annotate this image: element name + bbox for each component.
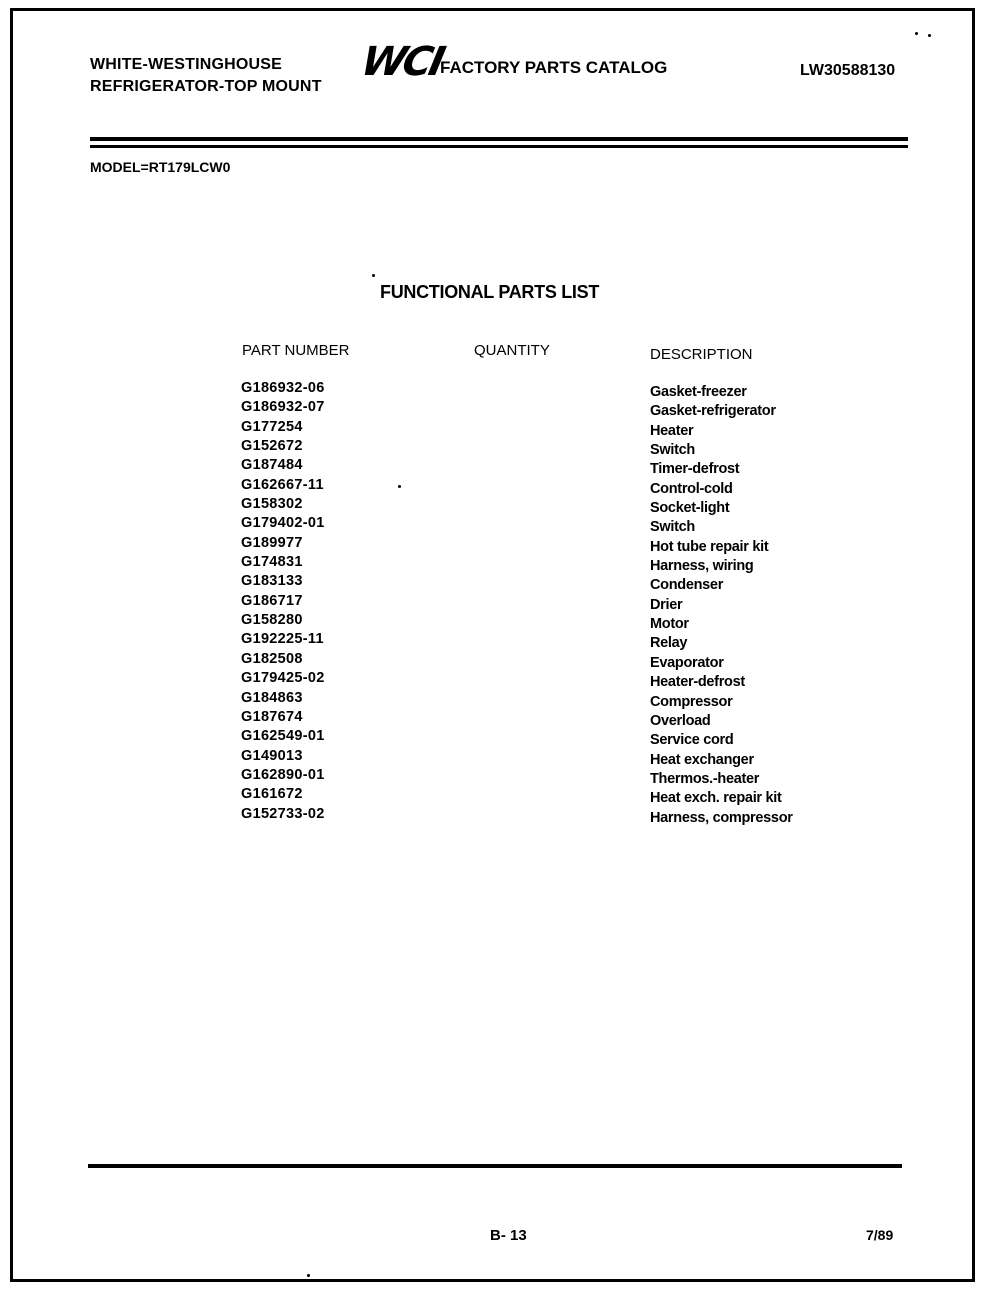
table-row [0,728,1000,747]
description-cell: Drier [650,596,683,613]
description-cell: Socket-light [650,500,730,517]
part-number-cell: G179402-01 [241,515,325,532]
table-row [0,399,1000,418]
table-row [0,496,1000,515]
list-title: FUNCTIONAL PARTS LIST [380,282,600,302]
table-row [0,573,1000,592]
part-number-cell: G182508 [241,650,303,667]
column-header-quantity: QUANTITY [474,342,550,359]
part-number-cell: G174831 [241,554,303,571]
catalog-title: FACTORY PARTS CATALOG [440,58,668,77]
table-row [0,786,1000,805]
header-rule-thick [90,137,908,141]
scan-speck [307,1274,310,1277]
part-number-cell: G177254 [241,418,303,435]
table-row [0,670,1000,689]
table-row [0,515,1000,534]
part-number-cell: G158302 [241,496,303,513]
page-number: B- 13 [490,1227,527,1244]
column-header-part-number: PART NUMBER [242,342,350,359]
parts-list [0,380,1000,825]
description-cell: Overload [650,712,711,729]
column-header-description: DESCRIPTION [650,346,753,363]
description-cell: Switch [650,442,695,459]
description-cell: Heater [650,422,694,439]
table-row [0,535,1000,554]
table-row [0,690,1000,709]
part-number-cell: G152733-02 [241,805,325,822]
description-cell: Heat exch. repair kit [650,790,782,807]
scan-speck [372,274,375,277]
description-cell: Control-cold [650,480,733,497]
scan-speck [398,485,401,488]
part-number-cell: G161672 [241,786,303,803]
part-number-cell: G179425-02 [241,670,325,687]
description-cell: Relay [650,635,688,652]
table-row [0,806,1000,825]
header-rule-thin [90,145,908,148]
model-label: MODEL=RT179LCW0 [90,159,231,175]
brand-line-2: REFRIGERATOR-TOP MOUNT [90,78,322,95]
part-number-cell: G183133 [241,573,303,590]
description-cell: Gasket-refrigerator [650,403,776,420]
description-cell: Switch [650,519,695,536]
table-row [0,593,1000,612]
part-number-cell: G192225-11 [241,631,324,648]
part-number-cell: G152672 [241,438,303,455]
description-cell: Thermos.-heater [650,770,760,787]
footer-rule [88,1164,902,1168]
part-number-cell: G186932-06 [241,380,325,396]
scan-speck [928,34,931,37]
table-row [0,438,1000,457]
description-cell: Gasket-freezer [650,384,747,400]
part-number-cell: G187674 [241,708,303,725]
part-number-cell: G189977 [241,534,303,551]
table-row [0,477,1000,496]
table-row [0,748,1000,767]
brand-line-1: WHITE-WESTINGHOUSE [90,56,283,73]
part-number-cell: G158280 [241,612,303,629]
part-number-cell: G162890-01 [241,766,325,783]
part-number-cell: G186932-07 [241,399,325,416]
table-row [0,380,1000,399]
catalog-number: LW30588130 [800,62,896,79]
table-row [0,767,1000,786]
table-row [0,457,1000,476]
description-cell: Condenser [650,577,724,594]
part-number-cell: G162549-01 [241,728,325,745]
part-number-cell: G186717 [241,592,303,609]
table-row [0,709,1000,728]
description-cell: Heat exchanger [650,751,754,768]
table-row [0,554,1000,573]
scan-speck [915,32,918,35]
part-number-cell: G149013 [241,747,303,764]
description-cell: Compressor [650,693,733,710]
table-row [0,612,1000,631]
wci-logo: WCI [357,39,447,85]
table-row [0,651,1000,670]
description-cell: Hot tube repair kit [650,538,769,555]
description-cell: Timer-defrost [650,461,740,478]
catalog-date: 7/89 [866,1227,894,1243]
description-cell: Heater-defrost [650,674,745,691]
part-number-cell: G184863 [241,689,303,706]
description-cell: Evaporator [650,654,724,671]
part-number-cell: G187484 [241,457,303,474]
description-cell: Service cord [650,732,734,749]
description-cell: Harness, wiring [650,558,754,575]
description-cell: Motor [650,616,689,633]
description-cell: Harness, compressor [650,809,793,826]
part-number-cell: G162667-11 [241,476,324,493]
table-row [0,631,1000,650]
table-row [0,419,1000,438]
